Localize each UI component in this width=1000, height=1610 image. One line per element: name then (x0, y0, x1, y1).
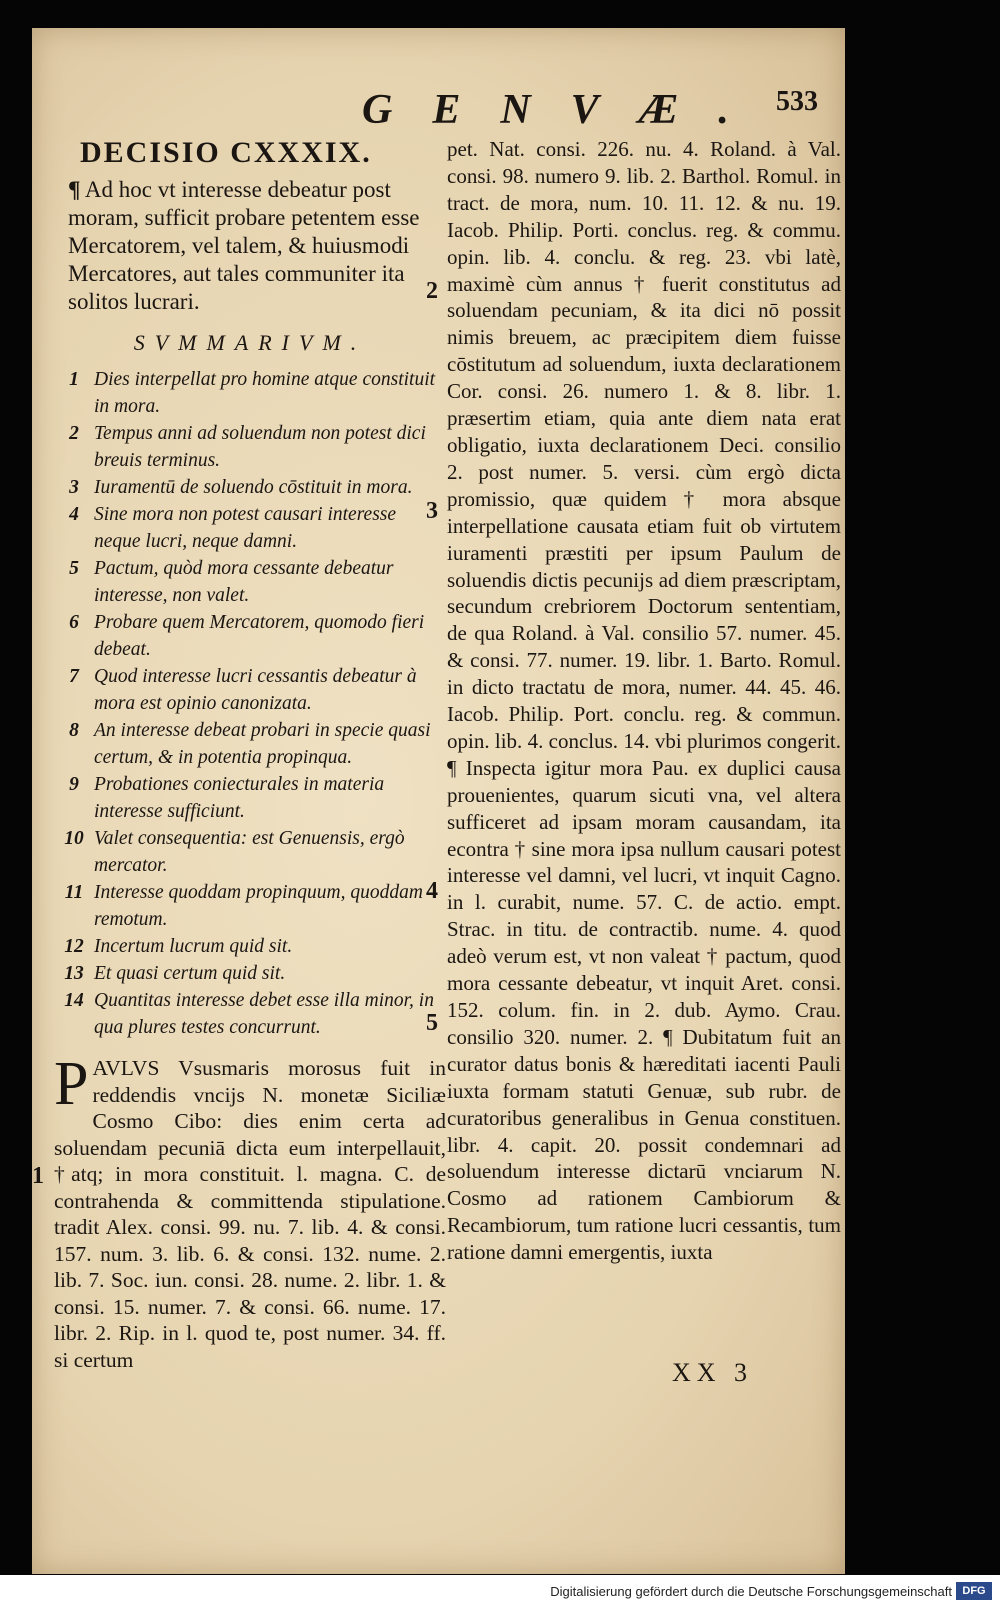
summarium-number: 10 (64, 828, 84, 849)
book-page (32, 28, 845, 1574)
summarium-text: Probationes coniecturales in materia interesse sufficiunt. (94, 774, 385, 822)
summarium-item (54, 933, 446, 960)
summarium-number: 9 (69, 774, 79, 795)
headnote (54, 176, 446, 316)
headnote-text: Ad hoc vt interesse debeatur post moram, sufficit probare petentem esse Mercatorem, vel talem, & huiusmodi Mercatores, aut tales communiter ita solitos lucrari. (68, 177, 420, 314)
summarium-text: An interesse debeat probari in specie quasi certum, & in potentia propinqua. (94, 720, 431, 768)
summarium-number: 5 (69, 558, 79, 579)
summarium-text: Quantitas interesse debet esse illa minor, in qua plures testes concurrunt. (94, 990, 434, 1038)
summarium-list (54, 366, 446, 1041)
margin-number-2: 2 (426, 278, 438, 304)
summarium-item (54, 825, 446, 879)
left-column (54, 136, 446, 1373)
summarium-number: 4 (69, 504, 79, 525)
summarium-item (54, 474, 446, 501)
summarium-number: 7 (69, 666, 79, 687)
summarium-text: Et quasi certum quid sit. (94, 963, 286, 984)
summarium-text: Probare quem Mercatorem, quomodo fieri debeat. (94, 612, 425, 660)
summarium-number: 14 (64, 990, 84, 1011)
summarium-text: Dies interpellat pro homine atque constituit in mora. (94, 369, 436, 417)
margin-number-4: 4 (426, 878, 438, 904)
right-body-text: pet. Nat. consi. 226. nu. 4. Roland. à Val. consi. 98. numero 9. lib. 2. Barthol. Romul. in tract. de mora, num. 10. 11. 12. & nu. 19. Iacob. Philip. Porti. conclus. reg. & commu. opin. lib. 4. conclu. & reg. 23. vbi latè, maximè cùm annus † fuerit constitutus ad soluendam pecuniam, & ita dici nō possit nimis breuem, ac præcipitem diem fuisse cōstitutum ad soluendum, iuxta declarationem Cor. consi. 26. numero 1. & 8. libr. 1. præsertim etiam, quia ante diem nata erat obligatio, iuxta declarationem Deci. consilio 2. post numer. 5. versi. cùm ergò dicta promissio, quæ quidem † mora absque interpellatione causata etiam fuit ob virtutem iuramenti præstiti per ipsum Paulum de soluendis dictis pecunijs ad diem præscriptam, secundum crebriorem Doctorum sententiam, de qua Roland. à Val. consilio 57. numer. 45. & consi. 77. numer. 19. libr. 1. Barto. Romul. in dicto tractatu de mora, numer. 44. 45. 46. Iacob. Philip. Port. conclu. reg. & commun. opin. lib. 4. conclus. 14. vbi plurimos congerit. ¶ Inspecta igitur mora Pau. ex duplici causa prouenientes, quarum sicuti vna, vel altera sufficeret ad ipsam moram causandam, ita econtra † sine mora ipsa nullum causari potest interesse vel damni, vel lucri, vt inquit Cagno. in l. curabit, nume. 57. C. de actio. empt. Strac. in titu. de contractib. nume. 4. quod adeò verum est, vt non valeat † pactum, quod mora cessante debeatur, vt inquit Aret. consi. 152. colum. fin. in 2. dub. Aymo. Crau. consilio 320. numer. 2. ¶ Dubitatum fuit an curator datus bonis & hæreditati iacenti Pauli iuxta formam statuti Genuæ, sub rubr. de curatoribus generalibus in Genua constituen. libr. 4. capit. 20. possit condemnari ad soluendum interesse dictarū vnciarum N. Cosmo ad rationem Cambiorum & Recambiorum, tum ratione lucri cessantis, tum ratione damni emergentis, iuxta (447, 137, 841, 1265)
summarium-title: SVMMARIVM. (133, 330, 367, 355)
summarium-text: Valet consequentia: est Genuensis, ergò mercator. (94, 828, 405, 876)
summarium-item (54, 717, 446, 771)
summarium-number: 11 (64, 882, 84, 903)
summarium-item (54, 960, 446, 987)
summarium-number: 8 (69, 720, 79, 741)
right-column (447, 136, 841, 1266)
summarium-text: Incertum lucrum quid sit. (94, 936, 293, 957)
summarium-text: Iuramentū de soluendo cōstituit in mora. (94, 477, 413, 498)
summarium-item (54, 366, 446, 420)
decisio-title: DECISIO CXXXIX. (80, 136, 372, 169)
summarium-item (54, 663, 446, 717)
summarium-item (54, 879, 446, 933)
margin-number-3: 3 (426, 498, 438, 524)
summarium-number: 2 (69, 423, 79, 444)
running-head: GENVÆ. (362, 87, 769, 133)
margin-number-1: 1 (32, 1163, 44, 1189)
summarium-item (54, 609, 446, 663)
summarium-number: 1 (69, 369, 79, 390)
summarium-item (54, 555, 446, 609)
summarium-item (54, 771, 446, 825)
margin-number-5: 5 (426, 1010, 438, 1036)
summarium-number: 3 (69, 477, 79, 498)
summarium-text: Quod interesse lucri cessantis debeatur à mora est opinio canonizata. (94, 666, 417, 714)
summarium-text: Interesse quoddam propinquum, quoddam remotum. (94, 882, 423, 930)
pilcrow-icon: ¶ (68, 177, 81, 202)
dfg-logo: DFG (956, 1582, 992, 1600)
footer-bar (0, 1576, 1000, 1610)
summarium-number: 6 (69, 612, 79, 633)
summarium-item (54, 501, 446, 555)
summarium-text: Pactum, quòd mora cessante debeatur interesse, non valet. (94, 558, 394, 606)
summarium-item (54, 420, 446, 474)
summarium-item (54, 987, 446, 1041)
footer-credit: Digitalisierung gefördert durch die Deutsche Forschungsgemeinschaft (550, 1584, 952, 1599)
summarium-number: 13 (64, 963, 84, 984)
left-body-text: AVLVS Vsusmaris morosus fuit in reddendis vncijs N. monetæ Siciliæ Cosmo Cibo: dies enim certa ad soluendam pecuniā dicta eum interpellauit, †atq; in mora constituit. l. magna. C. de contrahenda & committenda stipulatione. tradit Alex. consi. 99. nu. 7. lib. 4. & consi. 157. num. 3. lib. 6. & consi. 132. nume. 2. lib. 7. Soc. iun. consi. 28. nume. 2. libr. 1. & consi. 15. numer. 7. & consi. 66. nume. 17. libr. 2. Rip. in l. quod te, post numer. 34. ff. si certum (54, 1056, 446, 1372)
summarium-number: 12 (64, 936, 84, 957)
page-number: 533 (776, 86, 818, 117)
summarium-text: Sine mora non potest causari interesse neque lucri, neque damni. (94, 504, 397, 552)
summarium-text: Tempus anni ad soluendum non potest dici breuis terminus. (94, 423, 426, 471)
catchword: XX 3 (672, 1358, 754, 1387)
left-body-paragraph (54, 1050, 446, 1373)
drop-cap: P (54, 1050, 89, 1118)
